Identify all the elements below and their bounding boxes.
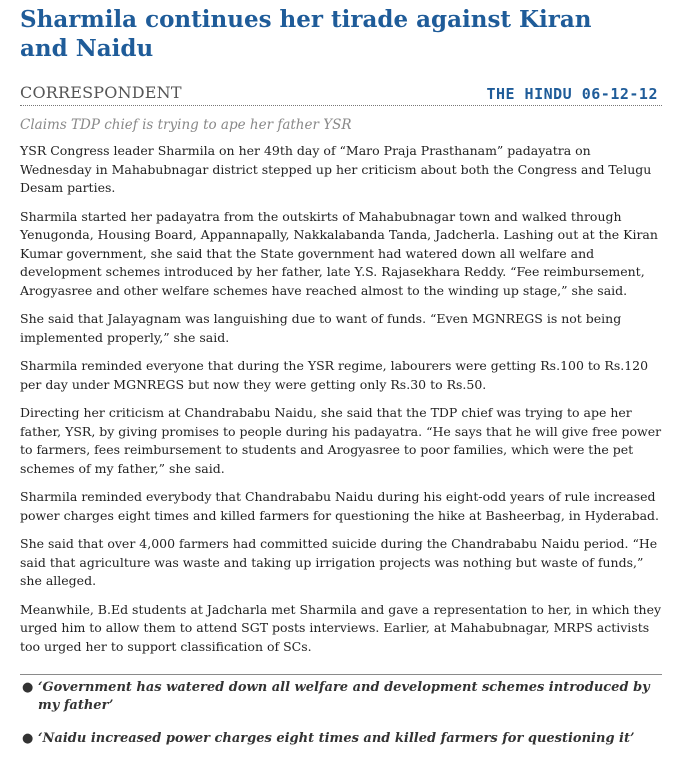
paragraph: She said that over 4,000 farmers had committed suicide during the Chandrababu Naidu period. “He said that agriculture was waste and taking up irrigation projects was nothing but waste of funds,” she alleged.	[20, 536, 658, 588]
paragraph: She said that Jalayagnam was languishing due to want of funds. “Even MGNREGS is not being implemented properly,” she said.	[20, 311, 622, 345]
byline-row	[20, 83, 662, 106]
subheadline: Claims TDP chief is trying to ape her father YSR	[20, 117, 352, 133]
pull-quote-text: ‘Government has watered down all welfare and development schemes introduced by my father’	[38, 680, 650, 713]
bullet-icon: ●	[22, 680, 34, 695]
paragraph: Sharmila started her padayatra from the outskirts of Mahabubnagar town and walked through Yenugonda, Housing Board, Appannapally, Nakkalabanda Tanda, Jadcherla. Lashing out at the Kiran Kumar government, she said that the State government had watered down all welfare and development schemes introduced by her father, late Y.S. Rajasekhara Reddy. “Fee reimbursement, Arogyasree and other welfare schemes have reached almost to the winding up stage,” she said.	[20, 208, 658, 298]
paragraph: Directing her criticism at Chandrababu Naidu, she said that the TDP chief was trying to ape her father, YSR, by giving promises to people during his padayatra. “He says that he will give free power to farmers, fees reimbursement to students and Arogyasree to poor families, which were the pet schemes of my father,” she said.	[20, 405, 662, 476]
byline: CORRESPONDENT	[20, 83, 182, 102]
headline: Sharmila continues her tirade against Kiran and Naidu	[20, 6, 592, 62]
article-body	[20, 142, 662, 656]
article	[20, 0, 662, 748]
paragraph: YSR Congress leader Sharmila on her 49th day of “Maro Praja Prasthanam” padayatra on Wednesday in Mahabubnagar district stepped up her criticism about both the Congress and Telugu Desam parties.	[20, 143, 652, 195]
pull-quote	[20, 730, 662, 748]
paragraph: Sharmila reminded everybody that Chandrababu Naidu during his eight-odd years of rule increased power charges eight times and killed farmers for questioning the hike at Basheerbag, in Hyderabad.	[20, 489, 660, 523]
paragraph: Meanwhile, B.Ed students at Jadcharla met Sharmila and gave a representation to her, in which they urged him to allow them to attend SGT posts interviews. Earlier, at Mahabubnagar, MRPS activists too urged her to support classification of SCs.	[20, 601, 662, 654]
pull-quote-text: ‘Naidu increased power charges eight times and killed farmers for questioning it’	[38, 731, 635, 746]
paragraph: Sharmila reminded everyone that during the YSR regime, labourers were getting Rs.100 to Rs.120 per day under MGNREGS but now they were getting only Rs.30 to Rs.50.	[20, 358, 649, 392]
pull-quote	[20, 679, 662, 715]
pull-quotes	[20, 674, 662, 748]
bullet-icon: ●	[22, 731, 34, 746]
source-and-date: THE HINDU 06-12-12	[486, 85, 658, 103]
